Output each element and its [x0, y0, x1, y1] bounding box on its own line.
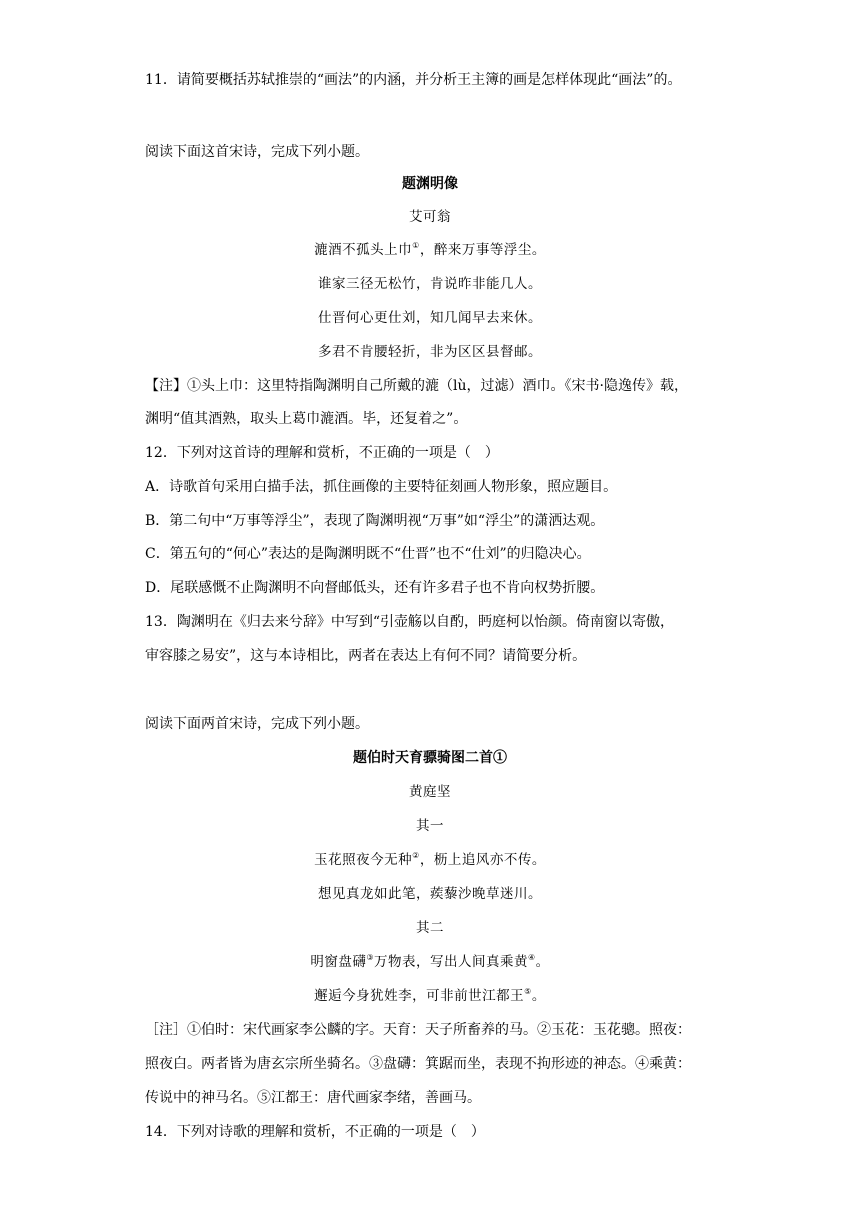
poem2-title: 题伯时天育骠骑图二首① [353, 750, 507, 766]
poem-text: ，枥上追风亦不传。 [419, 852, 546, 868]
poem-text: ，醉来万事等浮尘。 [419, 242, 546, 258]
question-12: 12．下列对这首诗的理解和赏析，不正确的一项是（ ） [145, 445, 499, 461]
poem1-line-1 [0, 240, 860, 260]
question-11: 11．请简要概括苏轼推崇的“画法”的内涵，并分析王主簿的画是怎样体现此“画法”的。 [145, 72, 682, 88]
section2-intro: 阅读下面两首宋诗，完成下列小题。 [145, 716, 369, 732]
footnote-marker: ② [412, 851, 420, 860]
poem1-note-line-1: 【注】①头上巾：这里特指陶渊明自己所戴的漉（lù，过滤）酒巾。《宋书·隐逸传》载， [145, 378, 688, 394]
poem2-note-line-2: 照夜白。两者皆为唐玄宗所坐骑名。③盘礴：箕踞而坐，表现不拘形迹的神态。④乘黄： [145, 1056, 691, 1072]
poem1-title: 题渊明像 [402, 176, 458, 192]
poem2-part1-line-2: 想见真龙如此笔，蒺藜沙晚草迷川。 [318, 886, 542, 902]
poem-text: 。 [535, 954, 550, 970]
poem1-line-2: 谁家三径无松竹，肯说昨非能几人。 [318, 276, 542, 292]
poem-text: 万物表，写出人间真乘黄 [374, 954, 528, 970]
question-14: 14．下列对诗歌的理解和赏析，不正确的一项是（ ） [145, 1124, 485, 1140]
poem2-part1-line-1 [0, 850, 860, 870]
option-a: A．诗歌首句采用白描手法，抓住画像的主要特征刻画人物形象，照应题目。 [145, 479, 618, 495]
poem-text: 明窗盘礴 [310, 954, 367, 970]
option-c: C．第五句的“何心”表达的是陶渊明既不“仕晋”也不“仕刘”的归隐决心。 [145, 546, 591, 562]
poem1-line-3: 仕晋何心更仕刘，知几闻早去来休。 [318, 310, 542, 326]
poem-text: 玉花照夜今无种 [314, 852, 413, 868]
poem1-line-4: 多君不肯腰轻折，非为区区县督邮。 [318, 344, 542, 360]
footnote-marker: ④ [528, 953, 536, 962]
poem-text: 漉酒不孤头上巾 [314, 242, 413, 258]
option-d: D．尾联感慨不止陶渊明不向督邮低头，还有许多君子也不肯向权势折腰。 [145, 580, 605, 596]
poem2-author: 黄庭坚 [409, 784, 451, 800]
poem2-note-line-1: ［注］①伯时：宋代画家李公麟的字。天育：天子所畜养的马。②玉花：玉花骢。照夜： [145, 1022, 691, 1038]
question-13-line-1: 13．陶渊明在《归去来兮辞》中写到“引壶觞以自酌，眄庭柯以怡颜。倚南窗以寄傲， [145, 614, 674, 630]
poem-text: 。 [531, 988, 546, 1004]
poem1-note-line-2: 渊明“值其酒熟，取头上葛巾漉酒。毕，还复着之”。 [145, 411, 468, 427]
footnote-marker: ③ [366, 953, 374, 962]
option-b: B．第二句中“万事等浮尘”，表现了陶渊明视“万事”如“浮尘”的潇洒达观。 [145, 513, 605, 529]
question-13-line-2: 审容膝之易安”，这与本诗相比，两者在表达上有何不同？请简要分析。 [145, 648, 587, 664]
footnote-marker: ① [412, 241, 420, 250]
poem2-sub-1: 其一 [416, 818, 444, 834]
footnote-marker: ⑤ [524, 987, 532, 996]
poem1-author: 艾可翁 [409, 209, 451, 225]
poem2-part2-line-2 [0, 986, 860, 1006]
poem-text: 邂逅今身犹姓李，可非前世江都王 [314, 988, 525, 1004]
poem2-note-line-3: 传说中的神马名。⑤江都王：唐代画家李绪，善画马。 [145, 1090, 481, 1106]
section1-intro: 阅读下面这首宋诗，完成下列小题。 [145, 144, 369, 160]
poem2-sub-2: 其二 [416, 920, 444, 936]
poem2-part2-line-1 [0, 952, 860, 972]
